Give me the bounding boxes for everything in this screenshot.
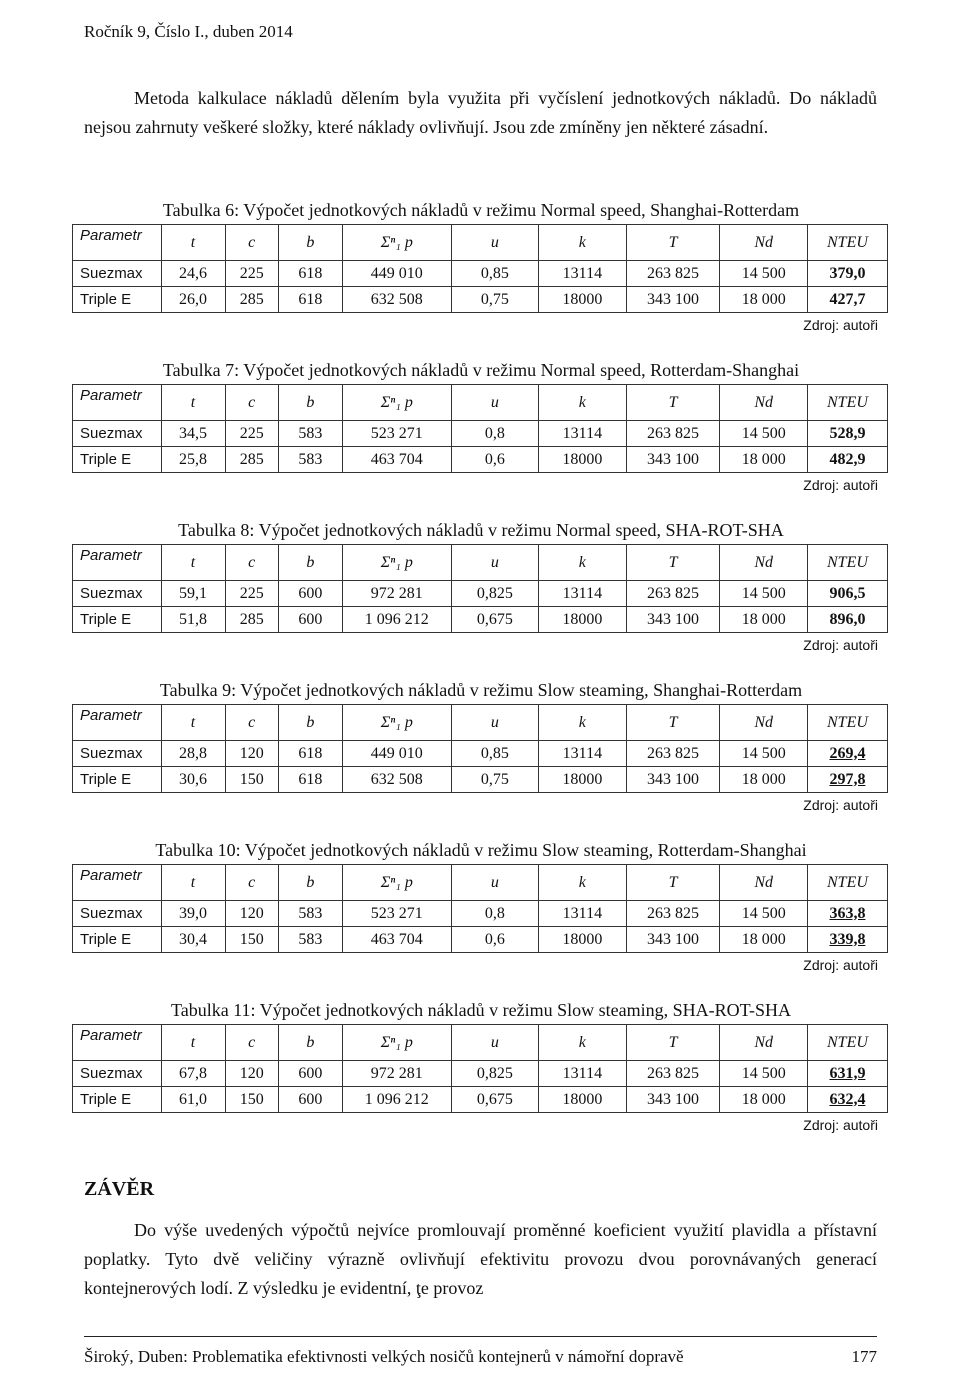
table-cell: 285 <box>225 287 278 313</box>
column-header: NTEU <box>807 865 887 901</box>
table-cell: 0,8 <box>451 421 538 447</box>
table-cell: 285 <box>225 607 278 633</box>
column-header: Nd <box>720 705 807 741</box>
table-cell: 24,6 <box>161 261 225 287</box>
table-cell: 618 <box>278 741 342 767</box>
table-cell: 600 <box>278 581 342 607</box>
data-table <box>72 1024 888 1113</box>
table-block <box>72 196 890 337</box>
column-header: k <box>539 865 626 901</box>
table-cell: 632,4 <box>807 1087 887 1113</box>
column-header: b <box>278 705 342 741</box>
column-header: Parametr <box>73 545 162 581</box>
table-cell: 618 <box>278 767 342 793</box>
footer-citation: Široký, Duben: Problematika efektivnosti velkých nosičů kontejnerů v námořní dopravě <box>84 1347 684 1366</box>
table-cell: 14 500 <box>720 1061 807 1087</box>
row-label: Triple E <box>73 927 162 953</box>
column-header: k <box>539 1025 626 1061</box>
column-header: c <box>225 225 278 261</box>
table-cell: 343 100 <box>626 927 720 953</box>
table-cell: 600 <box>278 1061 342 1087</box>
table-cell: 343 100 <box>626 767 720 793</box>
table-row <box>73 741 888 767</box>
table-cell: 0,75 <box>451 287 538 313</box>
table-caption: Tabulka 6: Výpočet jednotkových nákladů v režimu Normal speed, Shanghai-Rotterdam <box>162 200 800 220</box>
table-caption: Tabulka 8: Výpočet jednotkových nákladů v režimu Normal speed, SHA-ROT-SHA <box>178 520 784 540</box>
column-header: T <box>626 1025 720 1061</box>
table-source: Zdroj: autoři <box>803 477 878 493</box>
data-table <box>72 224 888 313</box>
table-cell: 13114 <box>539 1061 626 1087</box>
table-row <box>73 287 888 313</box>
table-cell: 13114 <box>539 581 626 607</box>
table-source: Zdroj: autoři <box>803 797 878 813</box>
table-cell: 263 825 <box>626 421 720 447</box>
intro-paragraph <box>84 84 877 142</box>
row-label: Suezmax <box>73 1061 162 1087</box>
table-source: Zdroj: autoři <box>803 957 878 973</box>
column-header: Σⁿ₁ p <box>342 865 451 901</box>
column-header: NTEU <box>807 1025 887 1061</box>
column-header: Σⁿ₁ p <box>342 225 451 261</box>
table-row <box>73 901 888 927</box>
table-cell: 343 100 <box>626 447 720 473</box>
column-header: T <box>626 705 720 741</box>
table-cell: 13114 <box>539 421 626 447</box>
table-cell: 18 000 <box>720 607 807 633</box>
table-cell: 297,8 <box>807 767 887 793</box>
table-cell: 0,825 <box>451 1061 538 1087</box>
row-label: Triple E <box>73 447 162 473</box>
column-header: k <box>539 705 626 741</box>
table-caption: Tabulka 7: Výpočet jednotkových nákladů v režimu Normal speed, Rotterdam-Shanghai <box>162 360 800 380</box>
table-row <box>73 581 888 607</box>
table-cell: 120 <box>225 901 278 927</box>
table-cell: 14 500 <box>720 261 807 287</box>
table-cell: 1 096 212 <box>342 607 451 633</box>
column-header: c <box>225 1025 278 1061</box>
column-header: NTEU <box>807 225 887 261</box>
column-header: Nd <box>720 865 807 901</box>
table-cell: 225 <box>225 421 278 447</box>
table-block <box>72 516 890 657</box>
table-cell: 0,6 <box>451 447 538 473</box>
column-header: t <box>161 1025 225 1061</box>
column-header: NTEU <box>807 545 887 581</box>
table-block <box>72 836 890 977</box>
page-number: 177 <box>851 1347 877 1366</box>
table-row <box>73 607 888 633</box>
table-cell: 30,4 <box>161 927 225 953</box>
table-row <box>73 421 888 447</box>
table-cell: 18000 <box>539 607 626 633</box>
table-cell: 67,8 <box>161 1061 225 1087</box>
table-cell: 263 825 <box>626 261 720 287</box>
table-cell: 631,9 <box>807 1061 887 1087</box>
table-cell: 972 281 <box>342 581 451 607</box>
header-row <box>73 705 888 741</box>
data-table <box>72 704 888 793</box>
table-cell: 379,0 <box>807 261 887 287</box>
column-header: u <box>451 545 538 581</box>
table-cell: 263 825 <box>626 1061 720 1087</box>
table-cell: 0,85 <box>451 261 538 287</box>
table-cell: 343 100 <box>626 287 720 313</box>
table-cell: 0,825 <box>451 581 538 607</box>
table-cell: 34,5 <box>161 421 225 447</box>
data-table <box>72 544 888 633</box>
table-cell: 13114 <box>539 901 626 927</box>
table-cell: 583 <box>278 901 342 927</box>
row-label: Triple E <box>73 1087 162 1113</box>
column-header: c <box>225 385 278 421</box>
table-caption: Tabulka 11: Výpočet jednotkových nákladů v režimu Slow steaming, SHA-ROT-SHA <box>171 1000 791 1020</box>
row-label: Triple E <box>73 287 162 313</box>
table-block <box>72 356 890 497</box>
row-label: Suezmax <box>73 581 162 607</box>
table-cell: 523 271 <box>342 901 451 927</box>
column-header: c <box>225 705 278 741</box>
column-header: Σⁿ₁ p <box>342 385 451 421</box>
table-row <box>73 447 888 473</box>
column-header: b <box>278 385 342 421</box>
column-header: u <box>451 1025 538 1061</box>
column-header: b <box>278 545 342 581</box>
running-header: Ročník 9, Číslo I., duben 2014 <box>84 22 293 41</box>
column-header: T <box>626 865 720 901</box>
table-cell: 632 508 <box>342 287 451 313</box>
column-header: Nd <box>720 385 807 421</box>
row-label: Suezmax <box>73 901 162 927</box>
row-label: Triple E <box>73 767 162 793</box>
table-cell: 28,8 <box>161 741 225 767</box>
table-cell: 449 010 <box>342 741 451 767</box>
table-cell: 583 <box>278 421 342 447</box>
table-cell: 14 500 <box>720 901 807 927</box>
table-cell: 482,9 <box>807 447 887 473</box>
table-cell: 343 100 <box>626 1087 720 1113</box>
table-row <box>73 261 888 287</box>
table-row <box>73 927 888 953</box>
conclusion-text: Do výše uvedených výpočtů nejvíce promlouvají proměnné koeficient využití plavidla a přístavní poplatky. Tyto dvě veličiny výrazně ovlivňují efektivitu provozu dvou porovnávaných generací kontejnerových lodí. Z výsledku je evidentní, ţe provoz <box>84 1220 877 1298</box>
column-header: Parametr <box>73 225 162 261</box>
column-header: Parametr <box>73 705 162 741</box>
column-header: T <box>626 225 720 261</box>
column-header: t <box>161 865 225 901</box>
table-cell: 0,675 <box>451 1087 538 1113</box>
table-cell: 906,5 <box>807 581 887 607</box>
column-header: t <box>161 545 225 581</box>
intro-text: Metoda kalkulace nákladů dělením byla využita při vyčíslení jednotkových nákladů. Do nákladů nejsou zahrnuty veškeré složky, které náklady ovlivňují. Jsou zde zmíněny jen některé zásadní. <box>84 88 877 137</box>
column-header: T <box>626 385 720 421</box>
table-cell: 339,8 <box>807 927 887 953</box>
column-header: Parametr <box>73 385 162 421</box>
table-cell: 30,6 <box>161 767 225 793</box>
column-header: u <box>451 865 538 901</box>
table-cell: 14 500 <box>720 741 807 767</box>
column-header: t <box>161 225 225 261</box>
table-cell: 528,9 <box>807 421 887 447</box>
column-header: b <box>278 1025 342 1061</box>
table-source: Zdroj: autoři <box>803 637 878 653</box>
table-cell: 583 <box>278 447 342 473</box>
conclusion-paragraph <box>84 1216 877 1303</box>
table-cell: 896,0 <box>807 607 887 633</box>
row-label: Suezmax <box>73 421 162 447</box>
row-label: Triple E <box>73 607 162 633</box>
table-cell: 18000 <box>539 447 626 473</box>
column-header: u <box>451 385 538 421</box>
table-cell: 13114 <box>539 261 626 287</box>
column-header: Nd <box>720 225 807 261</box>
table-cell: 363,8 <box>807 901 887 927</box>
table-cell: 263 825 <box>626 901 720 927</box>
table-cell: 51,8 <box>161 607 225 633</box>
table-cell: 59,1 <box>161 581 225 607</box>
header-row <box>73 225 888 261</box>
table-cell: 263 825 <box>626 741 720 767</box>
table-row <box>73 767 888 793</box>
table-cell: 18000 <box>539 1087 626 1113</box>
table-cell: 632 508 <box>342 767 451 793</box>
table-cell: 225 <box>225 581 278 607</box>
table-cell: 120 <box>225 741 278 767</box>
table-cell: 18 000 <box>720 927 807 953</box>
column-header: u <box>451 225 538 261</box>
table-cell: 0,85 <box>451 741 538 767</box>
table-cell: 523 271 <box>342 421 451 447</box>
table-block <box>72 676 890 817</box>
section-heading: ZÁVĚR <box>84 1178 155 1200</box>
table-cell: 150 <box>225 767 278 793</box>
column-header: k <box>539 385 626 421</box>
table-cell: 13114 <box>539 741 626 767</box>
table-block <box>72 996 890 1137</box>
column-header: b <box>278 225 342 261</box>
table-cell: 463 704 <box>342 447 451 473</box>
table-caption: Tabulka 10: Výpočet jednotkových nákladů v režimu Slow steaming, Rotterdam-Shanghai <box>155 840 807 860</box>
table-cell: 449 010 <box>342 261 451 287</box>
table-cell: 600 <box>278 1087 342 1113</box>
table-row <box>73 1061 888 1087</box>
table-cell: 18000 <box>539 287 626 313</box>
header-row <box>73 1025 888 1061</box>
data-table <box>72 384 888 473</box>
table-cell: 18 000 <box>720 1087 807 1113</box>
table-cell: 25,8 <box>161 447 225 473</box>
header-row <box>73 385 888 421</box>
table-cell: 120 <box>225 1061 278 1087</box>
table-cell: 463 704 <box>342 927 451 953</box>
column-header: Nd <box>720 1025 807 1061</box>
table-cell: 14 500 <box>720 421 807 447</box>
table-caption: Tabulka 9: Výpočet jednotkových nákladů v režimu Slow steaming, Shanghai-Rotterdam <box>159 680 803 700</box>
table-cell: 61,0 <box>161 1087 225 1113</box>
table-cell: 225 <box>225 261 278 287</box>
column-header: Σⁿ₁ p <box>342 1025 451 1061</box>
column-header: t <box>161 705 225 741</box>
row-label: Suezmax <box>73 741 162 767</box>
table-cell: 18 000 <box>720 287 807 313</box>
table-cell: 0,8 <box>451 901 538 927</box>
column-header: NTEU <box>807 705 887 741</box>
table-cell: 269,4 <box>807 741 887 767</box>
table-cell: 972 281 <box>342 1061 451 1087</box>
table-cell: 18 000 <box>720 447 807 473</box>
table-cell: 150 <box>225 1087 278 1113</box>
table-cell: 285 <box>225 447 278 473</box>
column-header: u <box>451 705 538 741</box>
table-cell: 18000 <box>539 767 626 793</box>
column-header: k <box>539 225 626 261</box>
table-cell: 600 <box>278 607 342 633</box>
table-cell: 583 <box>278 927 342 953</box>
column-header: Parametr <box>73 1025 162 1061</box>
column-header: k <box>539 545 626 581</box>
column-header: Nd <box>720 545 807 581</box>
table-source: Zdroj: autoři <box>803 1117 878 1133</box>
column-header: c <box>225 865 278 901</box>
table-cell: 343 100 <box>626 607 720 633</box>
table-cell: 0,675 <box>451 607 538 633</box>
table-cell: 618 <box>278 287 342 313</box>
header-row <box>73 865 888 901</box>
table-cell: 18000 <box>539 927 626 953</box>
table-cell: 14 500 <box>720 581 807 607</box>
table-cell: 18 000 <box>720 767 807 793</box>
table-source: Zdroj: autoři <box>803 317 878 333</box>
table-cell: 26,0 <box>161 287 225 313</box>
table-cell: 0,75 <box>451 767 538 793</box>
table-cell: 0,6 <box>451 927 538 953</box>
table-cell: 39,0 <box>161 901 225 927</box>
table-cell: 1 096 212 <box>342 1087 451 1113</box>
column-header: T <box>626 545 720 581</box>
column-header: Σⁿ₁ p <box>342 705 451 741</box>
table-row <box>73 1087 888 1113</box>
table-cell: 150 <box>225 927 278 953</box>
column-header: Σⁿ₁ p <box>342 545 451 581</box>
column-header: c <box>225 545 278 581</box>
column-header: t <box>161 385 225 421</box>
column-header: b <box>278 865 342 901</box>
table-cell: 618 <box>278 261 342 287</box>
table-cell: 427,7 <box>807 287 887 313</box>
column-header: NTEU <box>807 385 887 421</box>
row-label: Suezmax <box>73 261 162 287</box>
table-cell: 263 825 <box>626 581 720 607</box>
data-table <box>72 864 888 953</box>
column-header: Parametr <box>73 865 162 901</box>
header-row <box>73 545 888 581</box>
footer-divider <box>84 1336 877 1337</box>
